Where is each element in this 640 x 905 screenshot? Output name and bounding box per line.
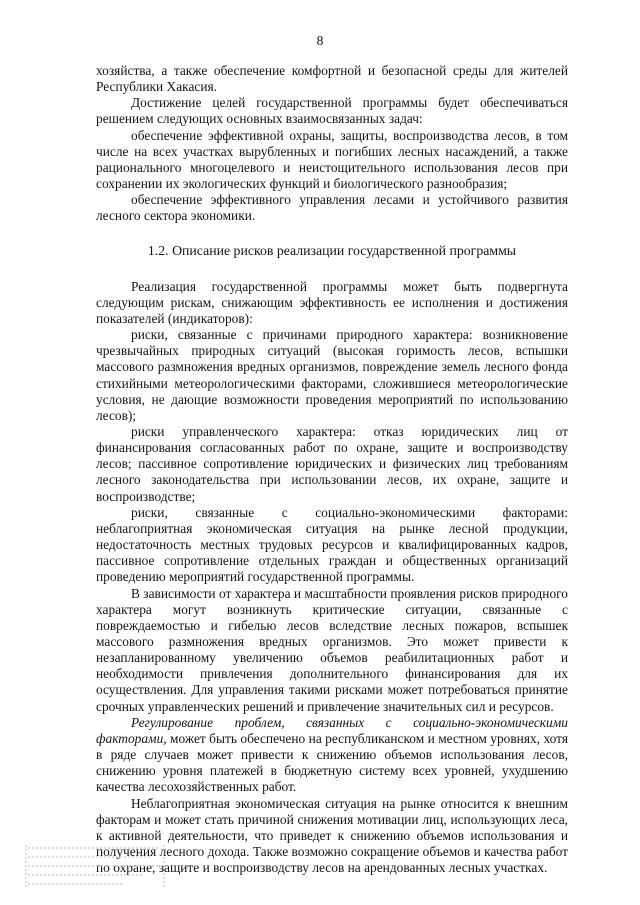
paragraph: риски, связанные с причинами природного характера: возникновение чрезвычайных природных ситуаций (высокая горимость лесов, вспышки массового размножения вредных организмов, повреждение земель лесного фонда стихийными метеорологическими факторами, сложившиеся метеорологические условия, не дающие возможности проведения мероприятий по использованию лесов);	[96, 327, 568, 423]
document-body	[96, 63, 568, 876]
paragraph: обеспечение эффективного управления лесами и устойчивого развития лесного сектора экономики.	[96, 192, 568, 224]
paragraph: обеспечение эффективной охраны, защиты, воспроизводства лесов, в том числе на всех участках вырубленных и погибших лесных насаждений, а также рационального многоцелевого и неистощительного использования лесов при сохранении их экологических функций и биологического разнообразия;	[96, 127, 568, 192]
italic-lead: Регулирование проблем, связанных с социально-экономическими факторами,	[96, 714, 568, 746]
paragraph: Неблагоприятная экономическая ситуация на рынке относится к внешним факторам и может стать причиной снижения мотивации лиц, использующих леса, к активной деятельности, что приведет к снижению объемов использования и получения лесного дохода. Также возможно сокращение объемов и качества работ по охране, защите и воспроизводству лесов на арендованных лесных участках.	[96, 795, 568, 876]
paragraph: Достижение целей государственной программы будет обеспечиваться решением следующих основных взаимосвязанных задач:	[96, 95, 568, 127]
paragraph: хозяйства, а также обеспечение комфортной и безопасной среды для жителей Республики Хакасия.	[96, 63, 568, 95]
paragraph-text: может быть обеспечено на республиканском и местном уровнях, хотя в ряде случаев может привести к снижению объемов использования лесов, снижению уровня платежей в бюджетную систему всех уровней, ухудшению качества лесохозяйственных работ.	[96, 730, 568, 795]
paragraph: В зависимости от характера и масштабности проявления рисков природного характера могут возникнуть критические ситуации, связанные с повреждаемостью и гибелью лесов вследствие лесных пожаров, вспышек массового размножения вредных организмов. Это может привести к незапланированному увеличению объемов реабилитационных работ и необходимости привлечения дополнительного финансирования для их осуществления. Для управления такими рисками может потребоваться принятие срочных управленческих решений и привлечение значительных сил и ресурсов.	[96, 585, 568, 714]
paragraph: Реализация государственной программы может быть подвергнута следующим рискам, снижающим эффективность ее исполнения и достижения показателей (индикаторов):	[96, 278, 568, 326]
paragraph: риски, связанные с социально-экономическими факторами: неблагоприятная экономическая ситуация на рынке лесной продукции, недостаточность местных трудовых ресурсов и квалифицированных кадров, пассивное сопротивление отдельных граждан и общественных организаций проведению мероприятий государственной программы.	[96, 504, 568, 585]
document-stamp	[22, 843, 170, 889]
paragraph: риски управленческого характера: отказ юридических лиц от финансирования согласованных работ по охране, защите и воспроизводству лесов; пассивное сопротивление юридических и физических лиц требованиям лесного законодательства при использовании лесов, их охране, защите и воспроизводстве;	[96, 423, 568, 504]
paragraph	[96, 715, 568, 796]
section-heading: 1.2. Описание рисков реализации государственной программы	[147, 242, 517, 258]
page-number: 8	[316, 33, 324, 48]
